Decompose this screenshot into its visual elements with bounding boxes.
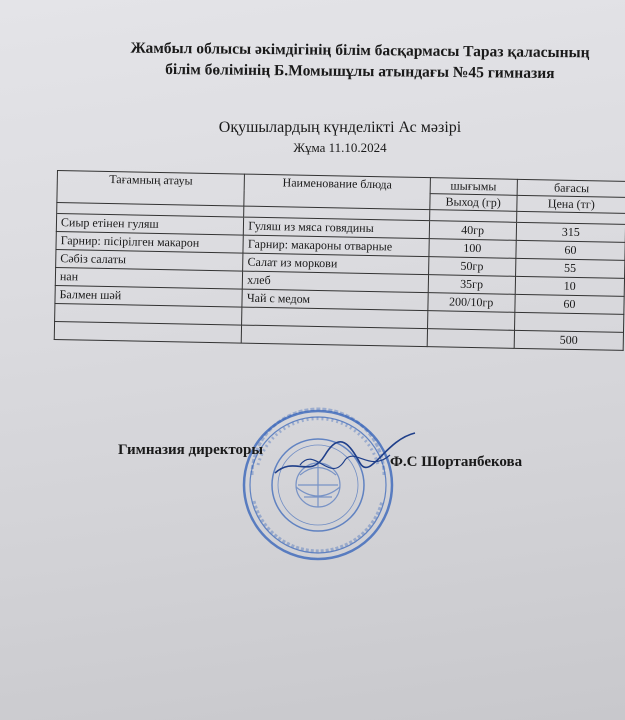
cell-ru: хлеб <box>243 271 429 293</box>
director-name: Ф.С Шортанбекова <box>390 454 523 470</box>
cell-ru: Гуляш из мяса говядины <box>244 217 430 239</box>
menu-table <box>54 170 625 351</box>
cell-kz: Сәбіз салаты <box>56 249 244 271</box>
cell-ru: Чай с медом <box>242 289 428 311</box>
cell-yield: 40гр <box>429 221 516 241</box>
header-kz-name: Тағамның атауы <box>57 171 245 207</box>
cell-yield: 35гр <box>428 275 515 295</box>
cell-price: 10 <box>515 276 625 296</box>
header-price-kz: бағасы <box>517 179 625 197</box>
cell-kz: нан <box>55 267 243 289</box>
cell-ru: Салат из моркови <box>243 253 429 275</box>
school-header <box>100 37 620 84</box>
cell-price: 60 <box>516 240 625 260</box>
menu-date: Жұма 11.10.2024 <box>293 140 387 155</box>
cell-price: 60 <box>515 294 625 314</box>
total-price: 500 <box>514 330 624 350</box>
header-yield-ru: Выход (гр) <box>429 194 516 212</box>
cell-price: 55 <box>515 258 625 278</box>
cell-ru: Гарнир: макароны отварные <box>243 235 429 257</box>
cell-kz: Балмен шәй <box>55 285 243 307</box>
director-role: Гимназия директоры <box>118 442 264 458</box>
header-yield-kz: шығымы <box>430 178 517 196</box>
menu-title: Оқушылардың күнделікті Ас мәзірі <box>218 119 462 136</box>
table-header-row <box>57 171 625 198</box>
header-line-1: Жамбыл облысы әкімдігінің білім басқармасы Тараз қаласының <box>130 39 590 62</box>
header-price-ru: Цена (тг) <box>517 195 625 213</box>
cell-yield: 50гр <box>428 257 515 277</box>
cell-kz: Гарнир: пісірілген макарон <box>56 231 244 253</box>
cell-price: 315 <box>516 222 625 242</box>
cell-yield: 200/10гр <box>428 293 515 313</box>
header-ru-name: Наименование блюда <box>244 174 430 210</box>
cell-kz: Сиыр етінен гуляш <box>56 214 244 236</box>
cell-yield: 100 <box>429 239 516 259</box>
header-line-2: білім бөлімінің Б.Момышұлы атындағы №45 гимназия <box>165 60 555 83</box>
